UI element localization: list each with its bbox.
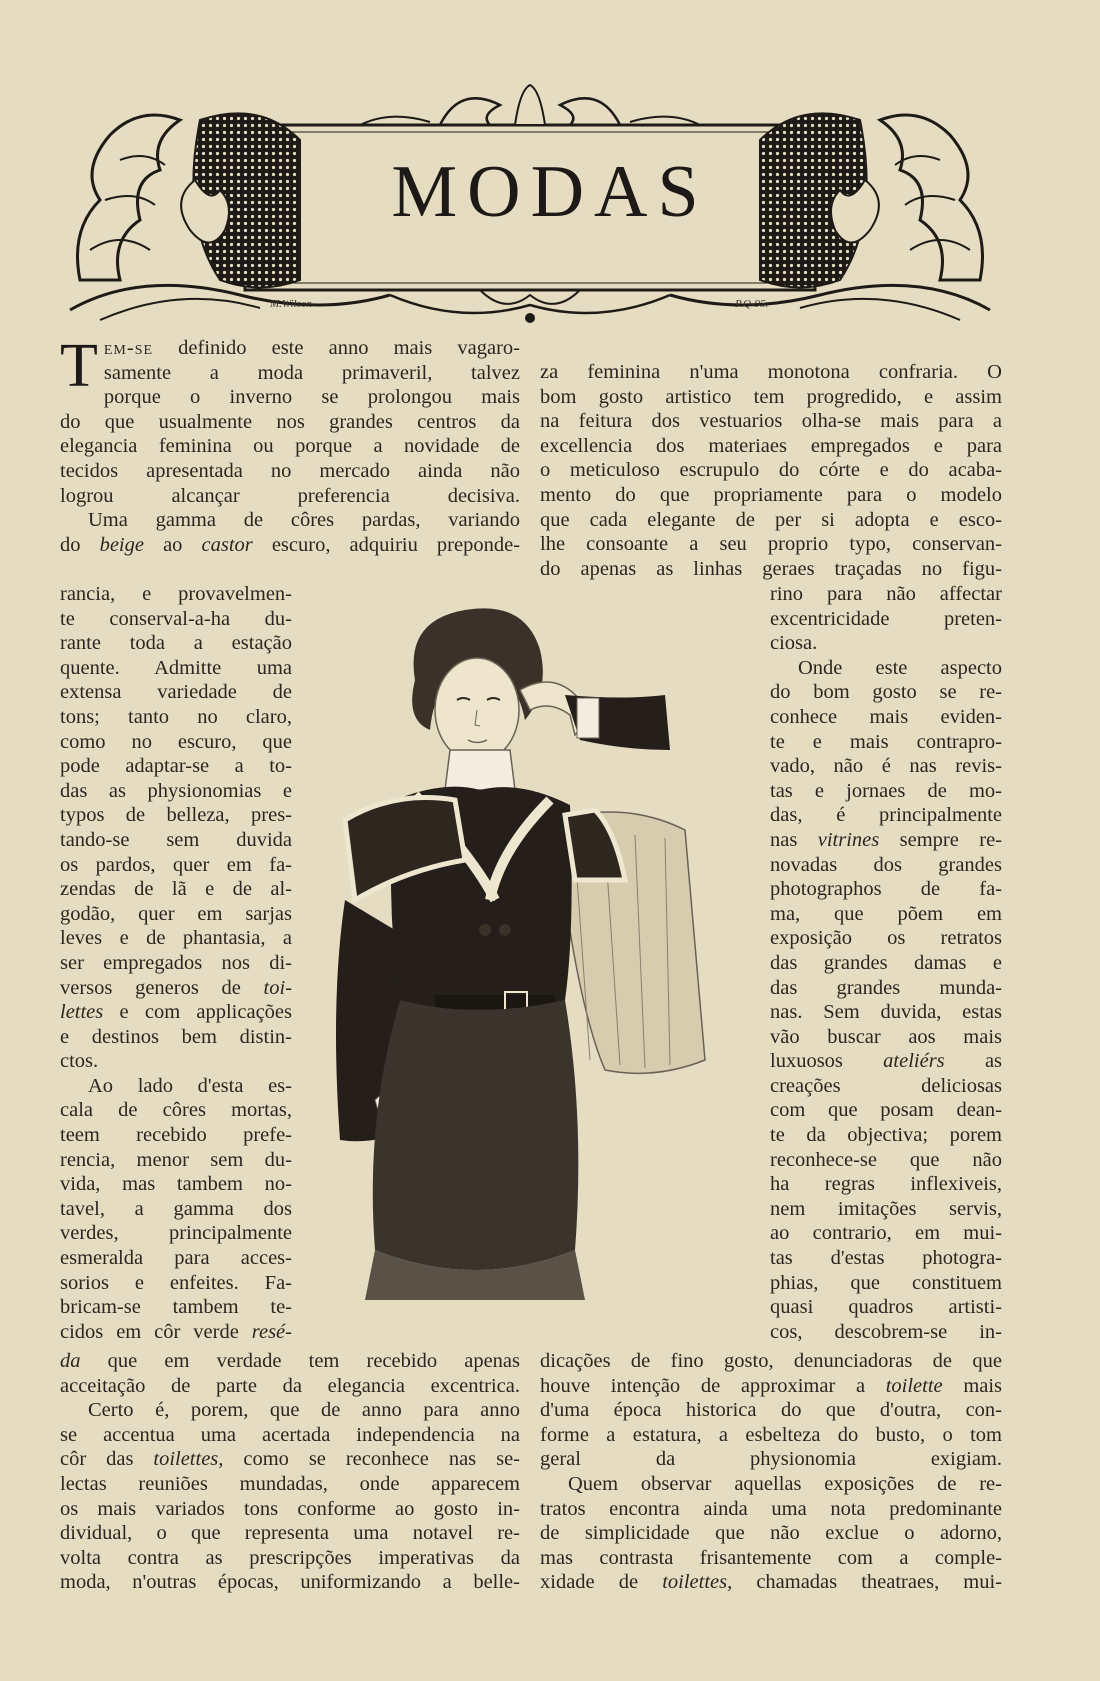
text-line: excentricidade preten- xyxy=(770,607,1002,630)
text-line: rancia, e provavelmen- xyxy=(60,583,292,605)
text-line: bom gosto artistico tem progredido, e assim xyxy=(540,385,1002,408)
text-line: das as physionomias e xyxy=(60,779,292,802)
text-line: do bom gosto se re- xyxy=(770,681,1002,704)
text-line: xidade de toilettes, chamadas theatraes, mui- xyxy=(540,1571,1002,1594)
text-line: lhe consoante a seu proprio typo, conservan- xyxy=(540,533,1002,556)
column-1-bottom-text xyxy=(60,1349,520,1595)
column-1-narrow-text xyxy=(60,582,292,1344)
text-line: dividual, o que representa uma notavel re- xyxy=(60,1522,520,1545)
text-line: forme a estatura, a esbelteza do busto, o tom xyxy=(540,1423,1002,1446)
text-line: quasi quadros artisti- xyxy=(770,1296,1002,1319)
text-line: nas. Sem duvida, estas xyxy=(770,1001,1002,1024)
text-line: vão buscar aos mais xyxy=(770,1025,1002,1048)
text-line: Uma gamma de côres pardas, variando xyxy=(88,509,520,532)
text-line: tons; tanto no claro, xyxy=(60,705,292,728)
column-2-narrow-text xyxy=(770,582,1002,1344)
text-line: Ao lado d'esta es- xyxy=(88,1074,292,1097)
text-line: cos, descobrem-se in- xyxy=(770,1320,1002,1343)
column-2-bottom-text xyxy=(540,1349,1002,1595)
text-line: tas e jornaes de mo- xyxy=(770,779,1002,802)
text-line: tas d'estas photogra- xyxy=(770,1247,1002,1270)
text-line: mas contrasta frisantemente com a comple- xyxy=(540,1546,1002,1569)
drop-cap: T xyxy=(60,332,98,400)
text-line: luxuosos ateliérs as xyxy=(770,1050,1003,1073)
text-line: que cada elegante de per si adopta e esco- xyxy=(540,508,1002,531)
text-line: godão, quer em sarjas xyxy=(60,902,292,925)
text-line: volta contra as prescripções imperativas da xyxy=(60,1546,520,1569)
text-line: exposição os retratos xyxy=(770,927,1002,950)
text-line: acceitação de parte da elegancia excentrica. xyxy=(60,1374,520,1397)
text-line: tavel, a gamma dos xyxy=(60,1197,292,1220)
text-line: logrou alcançar preferencia decisiva. xyxy=(60,484,520,507)
text-line: elegancia feminina ou porque a novidade de xyxy=(60,435,520,458)
text-line: com que posam dean- xyxy=(770,1099,1002,1122)
text-line: geral da physionomia exigiam. xyxy=(540,1448,1002,1471)
text-line: nas vitrines sempre re- xyxy=(770,828,1002,851)
text-line: ciosa. xyxy=(770,632,818,655)
text-line: versos generos de toi- xyxy=(60,976,293,999)
text-line: tratos encontra ainda uma nota predominante xyxy=(540,1497,1002,1520)
text-line: za feminina n'uma monotona confraria. O xyxy=(540,361,1002,383)
text-line: mento do que propriamente para o modelo xyxy=(540,483,1002,506)
text-line: o meticuloso escrupulo do córte e do acaba- xyxy=(540,459,1002,482)
text-line: ao contrario, em mui- xyxy=(770,1222,1002,1245)
text-line: rante toda a estação xyxy=(60,632,292,655)
text-line: te e mais contrapro- xyxy=(770,730,1002,753)
text-line: lectas reuniões mundadas, onde apparecem xyxy=(60,1472,520,1495)
column-1-top-text xyxy=(60,332,521,557)
text-line: leves e de phantasia, a xyxy=(60,927,292,950)
text-line: ctos. xyxy=(60,1050,99,1073)
text-line: ha regras inflexiveis, xyxy=(770,1173,1002,1196)
text-line: do apenas as linhas geraes traçadas no figu- xyxy=(540,557,1002,580)
text-line: do beige ao castor escuro, adquiriu preponde- xyxy=(60,533,521,556)
column-2-top-text xyxy=(540,360,1002,581)
text-line: extensa variedade de xyxy=(60,681,292,704)
text-line: vida, mas tambem no- xyxy=(60,1173,292,1196)
text-line: da que em verdade tem recebido apenas xyxy=(60,1350,520,1372)
text-line: te da objectiva; porem xyxy=(770,1124,1002,1147)
text-line: d'uma época historica do que d'outra, con- xyxy=(540,1399,1002,1422)
text-line: das grandes damas e xyxy=(770,951,1002,974)
text-line: quente. Admitte uma xyxy=(60,656,292,679)
text-line: de simplicidade que não exclue o adorno, xyxy=(540,1522,1002,1545)
text-line: do que usualmente nos grandes centros da xyxy=(60,410,520,433)
text-line: rencia, menor sem du- xyxy=(60,1148,292,1171)
illustrator-signature-left: M.Wilson xyxy=(270,298,312,310)
text-line: samente a moda primaveril, talvez xyxy=(103,361,520,384)
text-line: das grandes munda- xyxy=(770,976,1002,999)
text-line: vado, não é nas revis- xyxy=(770,755,1002,778)
text-line: tecidos apresentada no mercado ainda não xyxy=(60,459,520,482)
text-line: teem recebido prefe- xyxy=(60,1124,292,1147)
text-line: creações deliciosas xyxy=(770,1074,1002,1097)
text-line: phias, que constituem xyxy=(770,1271,1002,1294)
text-line: excellencia dos materiaes empregados e para xyxy=(540,434,1002,457)
text-line: em-se definido este anno mais vagaro- xyxy=(103,337,521,359)
illustrator-signature-right: P.Q-95. xyxy=(735,298,769,310)
text-line: pode adaptar-se a to- xyxy=(60,755,292,778)
text-line: zendas de lã e de al- xyxy=(60,878,292,901)
text-line: esmeralda para acces- xyxy=(60,1247,292,1270)
text-line: verdes, principalmente xyxy=(60,1222,292,1245)
fashion-illustration xyxy=(325,600,735,1300)
text-line: côr das toilettes, como se reconhece nas se- xyxy=(60,1448,520,1471)
text-line: cala de côres mortas, xyxy=(60,1099,292,1122)
text-line: e destinos bem distin- xyxy=(60,1025,292,1048)
text-line: Quem observar aquellas exposições de re- xyxy=(568,1472,1002,1495)
text-line: novadas dos grandes xyxy=(770,853,1002,876)
text-line: se accentua uma acertada independencia na xyxy=(60,1423,520,1446)
page-title: MODAS xyxy=(391,151,709,233)
text-line: reconhece-se que não xyxy=(770,1148,1002,1171)
text-line: na feitura dos vestuarios olha-se mais para a xyxy=(540,410,1002,433)
text-line: como no escuro, que xyxy=(60,730,292,753)
text-line: bricam-se tambem te- xyxy=(60,1296,292,1319)
text-line: os pardos, quer em fa- xyxy=(60,853,292,876)
text-line: os mais variados tons conforme ao gosto in- xyxy=(60,1497,520,1520)
text-line: lettes e com applicações xyxy=(60,1001,293,1024)
text-line: Certo é, porem, que de anno para anno xyxy=(88,1399,520,1422)
text-line: ma, que põem em xyxy=(770,902,1002,925)
text-line: conhece mais eviden- xyxy=(770,705,1002,728)
text-line: dicações de fino gosto, denunciadoras de que xyxy=(540,1350,1002,1372)
text-line: ser empregados nos di- xyxy=(60,951,292,974)
text-line: das, é principalmente xyxy=(770,804,1002,827)
text-line: te conserval-a-ha du- xyxy=(60,607,292,630)
text-line: rino para não affectar xyxy=(770,583,1002,605)
text-line: photographos de fa- xyxy=(770,878,1002,901)
text-line: typos de belleza, pres- xyxy=(60,804,292,827)
text-line: sorios e enfeites. Fa- xyxy=(60,1271,292,1294)
text-line: nem imitações servis, xyxy=(770,1197,1002,1220)
text-line: Onde este aspecto xyxy=(798,656,1002,679)
text-line: cidos em côr verde resé- xyxy=(60,1320,292,1343)
text-line: moda, n'outras épocas, uniformizando a belle- xyxy=(60,1571,520,1594)
text-line: houve intenção de approximar a toilette mais xyxy=(540,1374,1003,1397)
text-line: porque o inverno se prolongou mais xyxy=(103,386,520,409)
text-line: tando-se sem duvida xyxy=(60,828,292,851)
